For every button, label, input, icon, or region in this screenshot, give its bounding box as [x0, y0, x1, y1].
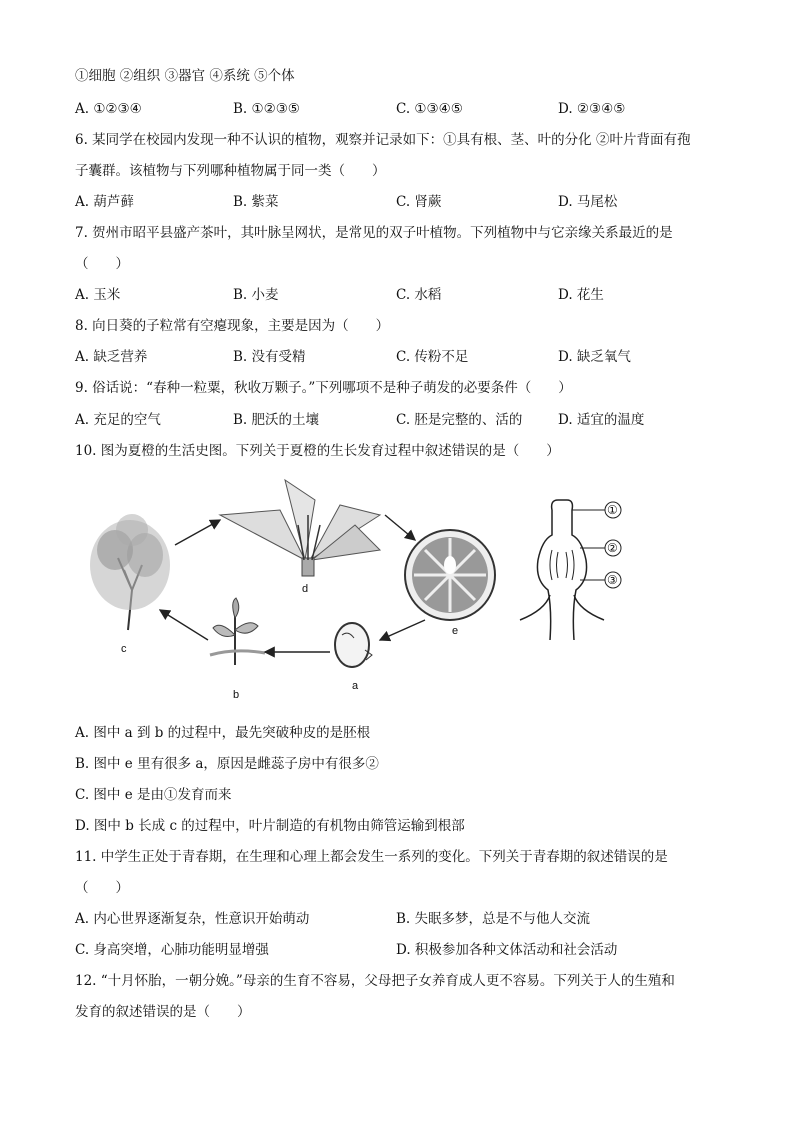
q5-option-c: C. ①③④⑤ [396, 101, 463, 117]
q9-option-b: B. 肥沃的土壤 [233, 412, 320, 428]
q7-option-b: B. 小麦 [233, 287, 279, 303]
q7-option-d: D. 花生 [558, 287, 604, 303]
arrow-d-to-e [385, 515, 415, 540]
q11-option-d: D. 积极参加各种文体活动和社会活动 [396, 942, 618, 958]
q6-option-a: A. 葫芦藓 [75, 194, 134, 210]
label-d: d [302, 583, 309, 595]
orange-life-cycle-figure [80, 470, 680, 705]
q10-option-d: D. 图中 b 长成 c 的过程中，叶片制造的有机物由筛管运输到根部 [75, 818, 465, 834]
q6-option-b: B. 紫菜 [233, 194, 279, 210]
label-a: a [352, 680, 359, 692]
q6-stem-2: 子囊群。该植物与下列哪种植物属于同一类（ ） [75, 163, 386, 179]
q10-option-b: B. 图中 e 里有很多 a，原因是雌蕊子房中有很多② [75, 756, 379, 772]
seedling-illustration [210, 598, 265, 665]
label-2: ② [607, 541, 618, 555]
label-e: e [452, 625, 459, 637]
q11-option-a: A. 内心世界逐渐复杂，性意识开始萌动 [75, 911, 310, 927]
label-c: c [121, 643, 127, 655]
flower-illustration [220, 480, 380, 576]
arrow-e-to-a [380, 620, 425, 640]
q9-option-c: C. 胚是完整的、活的 [396, 412, 523, 428]
q12-stem-1: 12. “十月怀胎，一朝分娩。”母亲的生育不容易，父母把子女养育成人更不容易。下列关于人的生殖和 [75, 973, 675, 989]
q11-stem-1: 11. 中学生正处于青春期，在生理和心理上都会发生一系列的变化。下列关于青春期的叙述错误的是 [75, 849, 668, 865]
q7-option-a: A. 玉米 [75, 287, 121, 303]
q5-items: ①细胞 ②组织 ③器官 ④系统 ⑤个体 [75, 68, 295, 84]
q8-option-b: B. 没有受精 [233, 349, 306, 365]
q9-stem: 9. 俗话说：“春种一粒粟，秋收万颗子。”下列哪项不是种子萌发的必要条件（ ） [75, 380, 572, 396]
q5-option-a: A. ①②③④ [75, 101, 142, 117]
q8-stem: 8. 向日葵的子粒常有空瘪现象，主要是因为（ ） [75, 318, 390, 334]
q7-stem-2: （ ） [75, 256, 129, 272]
q11-stem-2: （ ） [75, 880, 129, 896]
q9-option-a: A. 充足的空气 [75, 412, 161, 428]
arrow-b-to-c [160, 610, 208, 640]
q11-option-c: C. 身高突增，心肺功能明显增强 [75, 942, 269, 958]
label-b: b [233, 689, 240, 701]
q10-option-c: C. 图中 e 是由①发育而来 [75, 787, 232, 803]
fruit-cross-section [405, 530, 495, 620]
q11-option-b: B. 失眠多梦，总是不与他人交流 [396, 911, 591, 927]
q10-stem: 10. 图为夏橙的生活史图。下列关于夏橙的生长发育过程中叙述错误的是（ ） [75, 443, 560, 459]
q5-option-d: D. ②③④⑤ [558, 101, 626, 117]
q8-option-c: C. 传粉不足 [396, 349, 469, 365]
q8-option-d: D. 缺乏氧气 [558, 349, 631, 365]
q6-option-d: D. 马尾松 [558, 194, 618, 210]
arrow-c-to-d [175, 520, 220, 545]
label-1: ① [607, 503, 618, 517]
q5-option-b: B. ①②③⑤ [233, 101, 300, 117]
q6-option-c: C. 肾蕨 [396, 194, 442, 210]
q7-stem-1: 7. 贺州市昭平县盛产茶叶，其叶脉呈网状，是常见的双子叶植物。下列植物中与它亲缘关系最近的是 [75, 225, 673, 241]
q6-stem-1: 6. 某同学在校园内发现一种不认识的植物，观察并记录如下：①具有根、茎、叶的分化 ②叶片背面有孢 [75, 132, 691, 148]
q7-option-c: C. 水稻 [396, 287, 442, 303]
label-3: ③ [607, 573, 618, 587]
q10-option-a: A. 图中 a 到 b 的过程中，最先突破种皮的是胚根 [75, 725, 371, 741]
pistil-diagram [520, 500, 621, 640]
tree-illustration [90, 514, 170, 630]
q8-option-a: A. 缺乏营养 [75, 349, 148, 365]
q12-stem-2: 发育的叙述错误的是（ ） [75, 1004, 251, 1020]
seed-illustration [335, 623, 372, 667]
q9-option-d: D. 适宜的温度 [558, 412, 645, 428]
